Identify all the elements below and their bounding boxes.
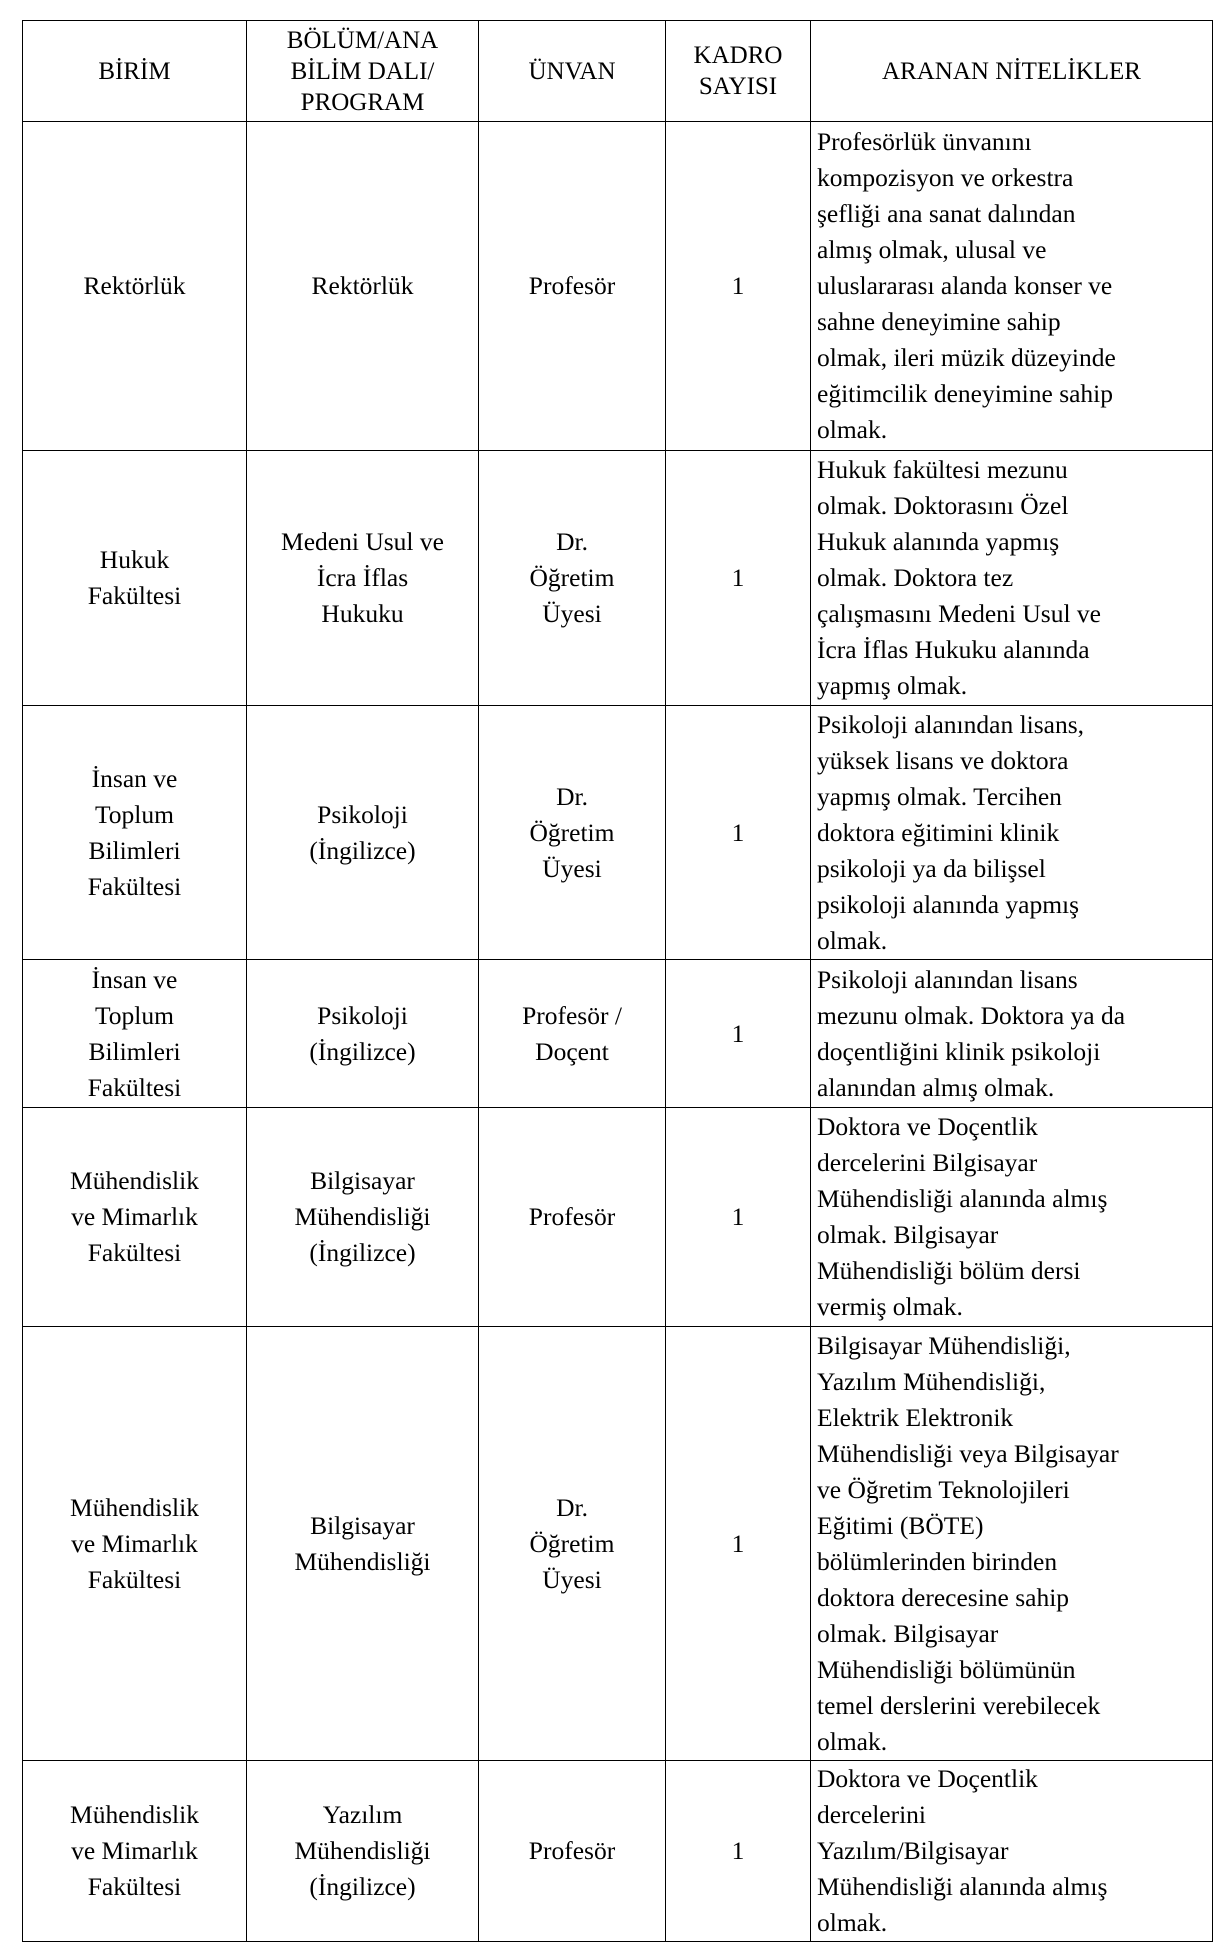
cell-birim: Mühendislik ve Mimarlık Fakültesi — [23, 1761, 247, 1942]
table-row — [23, 451, 1213, 706]
cell-bolum: Yazılım Mühendisliği (İngilizce) — [247, 1761, 479, 1942]
cell-kadro: 1 — [666, 122, 811, 451]
cell-kadro: 1 — [666, 706, 811, 960]
cell-birim: Mühendislik ve Mimarlık Fakültesi — [23, 1327, 247, 1761]
table-row — [23, 1108, 1213, 1327]
cell-bolum: Bilgisayar Mühendisliği — [247, 1327, 479, 1761]
cell-bolum: Medeni Usul ve İcra İflas Hukuku — [247, 451, 479, 706]
cell-kadro: 1 — [666, 1761, 811, 1942]
cell-unvan: Profesör — [479, 1108, 666, 1327]
document-page — [22, 20, 1212, 1942]
cell-kadro: 1 — [666, 451, 811, 706]
cell-bolum: Psikoloji (İngilizce) — [247, 960, 479, 1108]
cell-bolum: Rektörlük — [247, 122, 479, 451]
header-nitelik: ARANAN NİTELİKLER — [811, 21, 1213, 122]
cell-nitelik: Psikoloji alanından lisans mezunu olmak. Doktora ya da doçentliğini klinik psikoloji alanından almış olmak. — [811, 960, 1213, 1108]
cell-nitelik: Hukuk fakültesi mezunu olmak. Doktorasını Özel Hukuk alanında yapmış olmak. Doktora tez çalışmasını Medeni Usul ve İcra İflas Hukuku alanında yapmış olmak. — [811, 451, 1213, 706]
cell-nitelik: Psikoloji alanından lisans, yüksek lisans ve doktora yapmış olmak. Tercihen doktora eğitimini klinik psikoloji ya da bilişsel psikoloji alanında yapmış olmak. — [811, 706, 1213, 960]
cell-birim: İnsan ve Toplum Bilimleri Fakültesi — [23, 706, 247, 960]
cell-nitelik: Doktora ve Doçentlik dercelerini Bilgisayar Mühendisliği alanında almış olmak. Bilgisayar Mühendisliği bölüm dersi vermiş olmak. — [811, 1108, 1213, 1327]
cell-unvan: Profesör — [479, 122, 666, 451]
cell-nitelik: Doktora ve Doçentlik dercelerini Yazılım/Bilgisayar Mühendisliği alanında almış olmak. — [811, 1761, 1213, 1942]
table-header-row — [23, 21, 1213, 122]
header-kadro: KADRO SAYISI — [666, 21, 811, 122]
table-row — [23, 960, 1213, 1108]
table-row — [23, 1761, 1213, 1942]
cell-unvan: Profesör / Doçent — [479, 960, 666, 1108]
cell-kadro: 1 — [666, 960, 811, 1108]
cell-kadro: 1 — [666, 1327, 811, 1761]
header-bolum: BÖLÜM/ANA BİLİM DALI/ PROGRAM — [247, 21, 479, 122]
cell-unvan: Dr. Öğretim Üyesi — [479, 1327, 666, 1761]
cell-nitelik: Profesörlük ünvanını kompozisyon ve orkestra şefliği ana sanat dalından almış olmak, ulusal ve uluslararası alanda konser ve sahne deneyimine sahip olmak, ileri müzik düzeyinde eğitimcilik deneyimine sahip olmak. — [811, 122, 1213, 451]
table-row — [23, 706, 1213, 960]
table-row — [23, 1327, 1213, 1761]
cell-birim: Mühendislik ve Mimarlık Fakültesi — [23, 1108, 247, 1327]
cell-bolum: Bilgisayar Mühendisliği (İngilizce) — [247, 1108, 479, 1327]
cell-birim: İnsan ve Toplum Bilimleri Fakültesi — [23, 960, 247, 1108]
table-row — [23, 122, 1213, 451]
cell-kadro: 1 — [666, 1108, 811, 1327]
cell-unvan: Dr. Öğretim Üyesi — [479, 451, 666, 706]
cell-bolum: Psikoloji (İngilizce) — [247, 706, 479, 960]
header-unvan: ÜNVAN — [479, 21, 666, 122]
cell-birim: Hukuk Fakültesi — [23, 451, 247, 706]
cell-unvan: Profesör — [479, 1761, 666, 1942]
cell-birim: Rektörlük — [23, 122, 247, 451]
header-birim: BİRİM — [23, 21, 247, 122]
cell-unvan: Dr. Öğretim Üyesi — [479, 706, 666, 960]
staff-positions-table — [22, 20, 1213, 1942]
cell-nitelik: Bilgisayar Mühendisliği, Yazılım Mühendisliği, Elektrik Elektronik Mühendisliği veya Bilgisayar ve Öğretim Teknolojileri Eğitimi (BÖTE) bölümlerinden birinden doktora derecesine sahip olmak. Bilgisayar Mühendisliği bölümünün temel derslerini verebilecek olmak. — [811, 1327, 1213, 1761]
